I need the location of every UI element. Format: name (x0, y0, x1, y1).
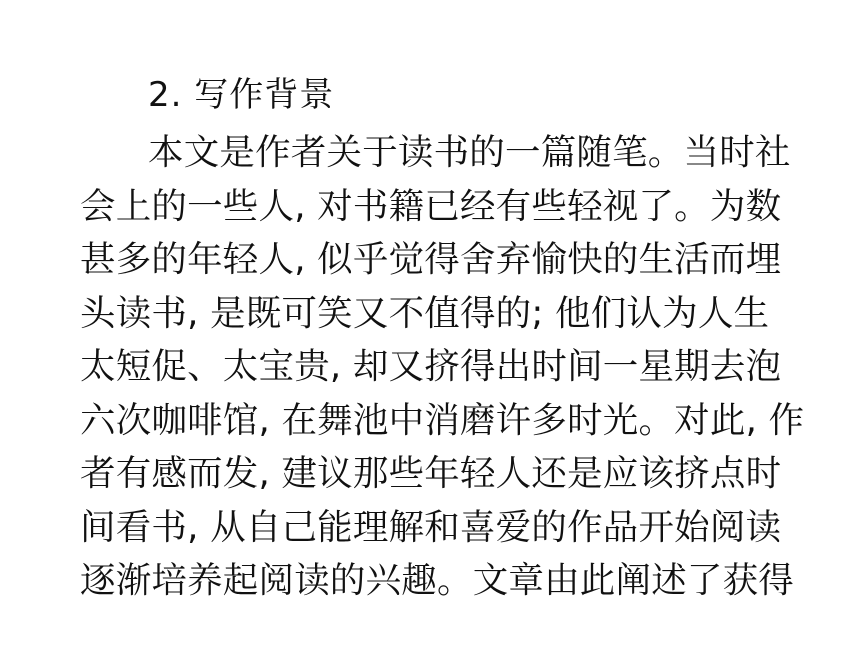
paragraph-line-4: 头读书, 是既可笑又不值得的; 他们认为人生 (80, 292, 770, 334)
section-heading: 2. 写作背景 (148, 75, 335, 115)
paragraph-line-5: 太短促、太宝贵, 却又挤得出时间一星期去泡 (80, 346, 782, 387)
paragraph-line-6: 六次咖啡馆, 在舞池中消磨许多时光。对此, 作 (80, 399, 805, 441)
paragraph-line-2: 会上的一些人, 对书籍已经有些轻视了。为数 (80, 185, 782, 227)
paragraph-line-8: 间看书, 从自己能理解和喜爱的作品开始阅读 (80, 506, 782, 548)
paragraph-line-7: 者有感而发, 建议那些年轻人还是应该挤点时 (80, 453, 782, 494)
paragraph-line-1: 本文是作者关于读书的一篇随笔。当时社 (148, 132, 791, 173)
body-paragraph (80, 126, 805, 608)
paragraph-line-3: 甚多的年轻人, 似乎觉得舍弃愉快的生活而埋 (80, 239, 782, 280)
paragraph-line-9: 逐渐培养起阅读的兴趣。文章由此阐述了获得 (80, 560, 795, 601)
